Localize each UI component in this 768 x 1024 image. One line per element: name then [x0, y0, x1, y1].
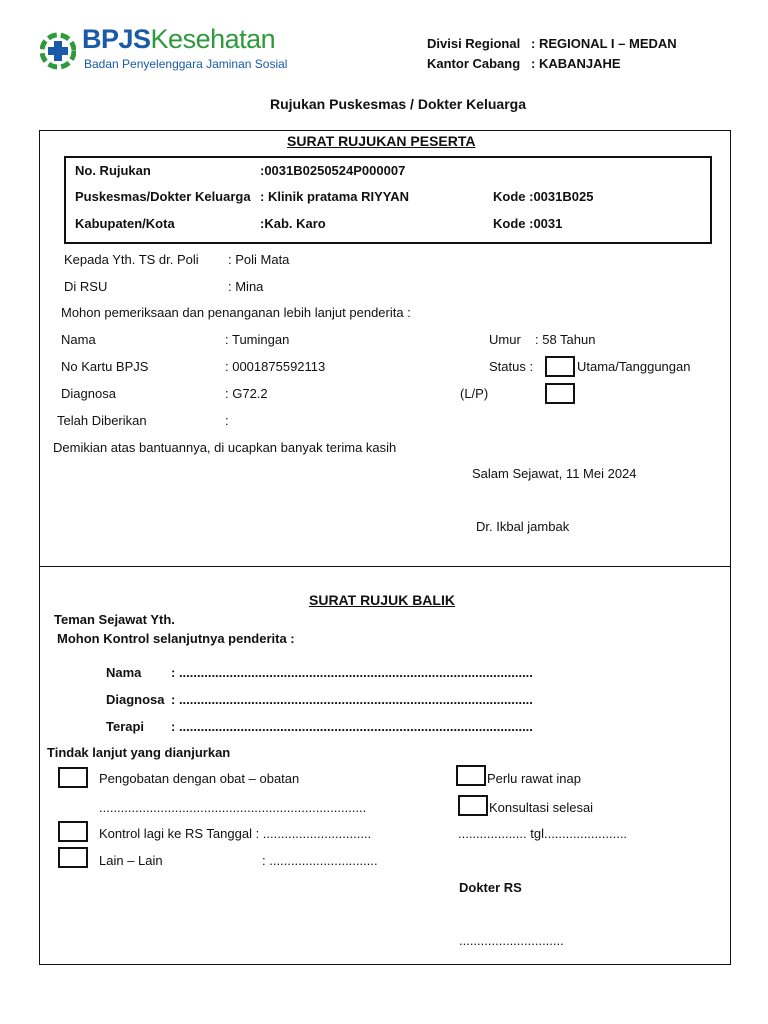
kabupaten-kode: Kode :0031: [493, 216, 563, 231]
kartu-label: No Kartu BPJS: [61, 359, 149, 374]
kontrol-checkbox[interactable]: [58, 821, 88, 842]
no-rujukan-value: :0031B0250524P000007: [260, 163, 406, 178]
logo-bpjs: BPJS: [82, 24, 151, 54]
divisi-label: Divisi Regional: [427, 36, 521, 51]
pengobatan-dots: ..........................................................................: [99, 800, 367, 815]
kontrol-label: Kontrol lagi ke RS Tanggal : ..............................: [99, 826, 372, 841]
balik-terapi-dots: : ..................................................................................................: [171, 719, 533, 734]
kantor-label: Kantor Cabang: [427, 56, 521, 71]
salam-text: Salam Sejawat, 11 Mei 2024: [472, 466, 637, 481]
lp-label: (L/P): [460, 386, 489, 401]
tindak-title: Tindak lanjut yang dianjurkan: [47, 745, 231, 760]
teman-text: Teman Sejawat Yth.: [54, 612, 175, 627]
konsultasi-label: Konsultasi selesai: [489, 800, 594, 815]
dokter-rs-label: Dokter RS: [459, 880, 522, 895]
tgl-line: ................... tgl.......................: [458, 826, 628, 841]
mohon-kontrol-text: Mohon Kontrol selanjutnya penderita :: [57, 631, 295, 646]
rawat-inap-checkbox[interactable]: [456, 765, 486, 786]
rsu-value: : Mina: [228, 279, 264, 294]
status-checkbox[interactable]: [545, 356, 575, 377]
puskesmas-kode: Kode :0031B025: [493, 189, 594, 204]
rawat-inap-label: Perlu rawat inap: [487, 771, 581, 786]
lain-label: Lain – Lain: [99, 853, 163, 868]
kepada-label: Kepada Yth. TS dr. Poli: [64, 252, 199, 267]
logo-subtitle: Badan Penyelenggara Jaminan Sosial: [84, 57, 288, 71]
nama-value: : Tumingan: [225, 332, 290, 347]
rujuk-balik-title: SURAT RUJUK BALIK: [309, 592, 455, 608]
pengobatan-checkbox[interactable]: [58, 767, 88, 788]
no-rujukan-label: No. Rujukan: [75, 163, 151, 178]
telah-label: Telah Diberikan: [57, 413, 147, 428]
rujukan-title: SURAT RUJUKAN PESERTA: [287, 133, 476, 149]
balik-nama-dots: : ..................................................................................................: [171, 665, 533, 680]
rsu-label: Di RSU: [64, 279, 108, 294]
diagnosa-value: : G72.2: [225, 386, 268, 401]
logo-kesehatan: Kesehatan: [150, 24, 276, 54]
logo-wordmark: [82, 24, 275, 55]
puskesmas-value: : Klinik pratama RIYYAN: [260, 189, 410, 204]
telah-value: :: [225, 413, 229, 428]
signature-dots: .............................: [459, 933, 564, 948]
status-option: Utama/Tanggungan: [577, 359, 691, 374]
kepada-value: : Poli Mata: [228, 252, 290, 267]
lp-checkbox[interactable]: [545, 383, 575, 404]
balik-terapi-label: Terapi: [106, 719, 145, 734]
umur-value: : 58 Tahun: [535, 332, 596, 347]
kartu-value: : 0001875592113: [225, 359, 326, 374]
mohon-text: Mohon pemeriksaan dan penanganan lebih lanjut penderita :: [61, 305, 411, 320]
status-label: Status :: [489, 359, 534, 374]
pengobatan-label: Pengobatan dengan obat – obatan: [99, 771, 300, 786]
lain-checkbox[interactable]: [58, 847, 88, 868]
demikian-text: Demikian atas bantuannya, di ucapkan banyak terima kasih: [53, 440, 397, 455]
document-title: Rujukan Puskesmas / Dokter Keluarga: [270, 96, 526, 112]
kabupaten-label: Kabupaten/Kota: [75, 216, 175, 231]
puskesmas-label: Puskesmas/Dokter Keluarga: [75, 189, 251, 204]
divisi-value: : REGIONAL I – MEDAN: [531, 36, 677, 51]
balik-diagnosa-label: Diagnosa: [106, 692, 165, 707]
konsultasi-checkbox[interactable]: [458, 795, 488, 816]
lain-dots: : ..............................: [262, 853, 378, 868]
balik-nama-label: Nama: [106, 665, 142, 680]
kantor-value: : KABANJAHE: [531, 56, 621, 71]
dokter-name: Dr. Ikbal jambak: [476, 519, 570, 534]
balik-diagnosa-dots: : ..................................................................................................: [171, 692, 533, 707]
umur-label: Umur: [489, 332, 521, 347]
bpjs-logo-icon: [40, 30, 76, 72]
diagnosa-label: Diagnosa: [61, 386, 116, 401]
kabupaten-value: :Kab. Karo: [260, 216, 326, 231]
nama-label: Nama: [61, 332, 96, 347]
